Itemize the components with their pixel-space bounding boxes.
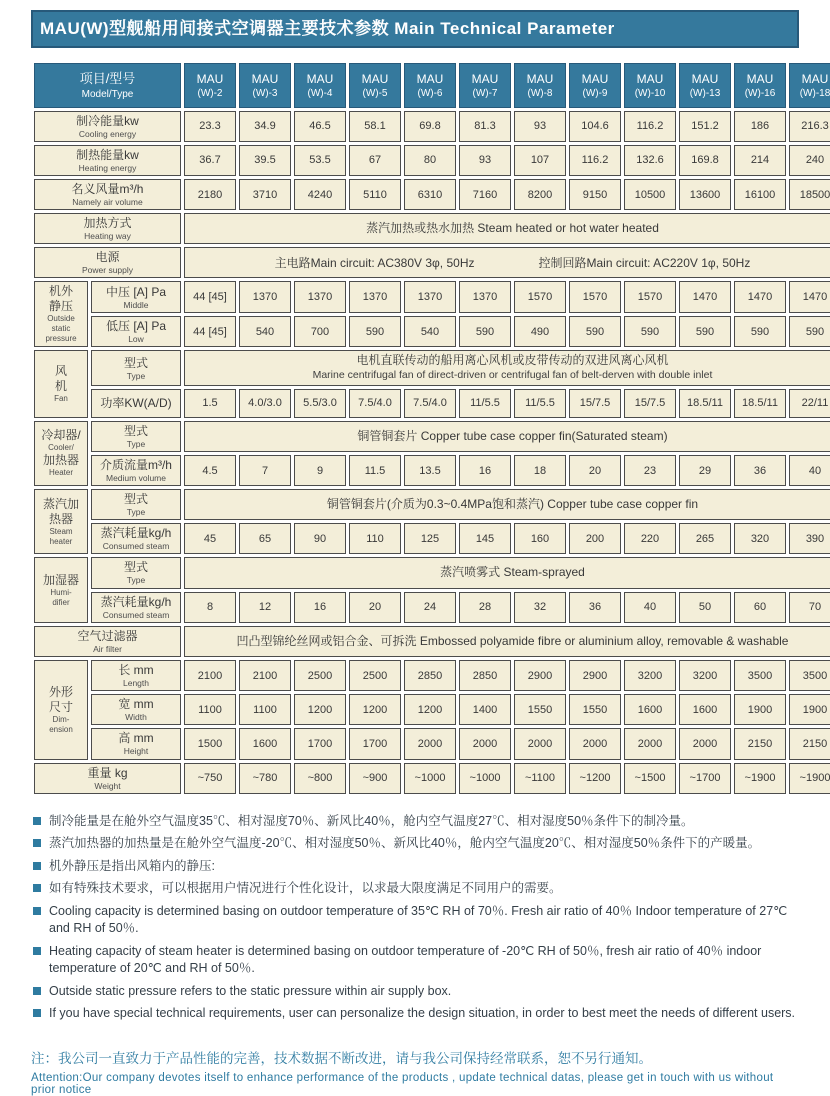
note-text: Outside static pressure refers to the static pressure within air supply box. <box>49 983 452 998</box>
value-cell: 11/5.5 <box>459 389 511 418</box>
value-cell: 69.8 <box>404 111 456 142</box>
merged-cell: 蒸汽喷雾式 Steam-sprayed <box>184 557 830 588</box>
merged-cell: 蒸汽加热或热水加热 Steam heated or hot water heated <box>184 213 830 244</box>
note-item <box>33 903 797 938</box>
value-cell: 53.5 <box>294 145 346 176</box>
note-text: If you have special technical requirements, user can personalize the design situation, in order to best meet the needs of different users. <box>49 1006 796 1021</box>
model-header: MAU (W)-5 <box>349 63 401 108</box>
value-cell: 67 <box>349 145 401 176</box>
value-cell: 70 <box>789 592 830 623</box>
value-cell: 13.5 <box>404 455 456 486</box>
value-cell: 40 <box>789 455 830 486</box>
note-bullet-icon <box>33 862 41 870</box>
value-cell: 2900 <box>569 660 621 691</box>
value-cell: 46.5 <box>294 111 346 142</box>
value-cell: 50 <box>679 592 731 623</box>
value-cell: 2500 <box>294 660 346 691</box>
group-label: 蒸汽加 热器 Steam heater <box>34 489 88 554</box>
value-cell: 1600 <box>624 694 676 725</box>
value-cell: 7.5/4.0 <box>404 389 456 418</box>
value-cell: 81.3 <box>459 111 511 142</box>
value-cell: 11/5.5 <box>514 389 566 418</box>
page-title: MAU(W)型舰船用间接式空调器主要技术参数 Main Technical Parameter <box>31 10 799 48</box>
model-header: MAU (W)-18 <box>789 63 830 108</box>
table-row <box>34 145 830 176</box>
value-cell: 2000 <box>459 728 511 759</box>
row-label: 长 mm Length <box>91 660 181 691</box>
table-row <box>34 557 830 588</box>
note-text: Heating capacity of steam heater is determined basing on outdoor temperature of -20℃ RH of 50％, fresh air ratio of 40％ indoor temperature of 20℃ and RH of 50％. <box>49 943 762 976</box>
value-cell: 1200 <box>404 694 456 725</box>
model-header: MAU (W)-2 <box>184 63 236 108</box>
value-cell: 36.7 <box>184 145 236 176</box>
value-cell: ~1000 <box>459 763 511 794</box>
value-cell: 220 <box>624 523 676 554</box>
row-label: 蒸汽耗量kg/h Consumed steam <box>91 523 181 554</box>
group-label: 外形 尺寸 Dim- ension <box>34 660 88 760</box>
value-cell: 45 <box>184 523 236 554</box>
value-cell: 3500 <box>734 660 786 691</box>
value-cell: 36 <box>569 592 621 623</box>
group-label: 机外 静压 Outside static pressure <box>34 281 88 347</box>
row-label: 制冷能量kw Cooling energy <box>34 111 181 142</box>
row-label: 重量 kg Weight <box>34 763 181 794</box>
value-cell: 2150 <box>789 728 830 759</box>
value-cell: 18 <box>514 455 566 486</box>
value-cell: 2500 <box>349 660 401 691</box>
footer-note <box>31 1047 799 1096</box>
table-row <box>34 592 830 623</box>
value-cell: 590 <box>569 316 621 348</box>
value-cell: 1570 <box>624 281 676 313</box>
value-cell: 1100 <box>184 694 236 725</box>
note-item <box>33 858 797 876</box>
value-cell: 169.8 <box>679 145 731 176</box>
value-cell: 20 <box>569 455 621 486</box>
value-cell: ~1700 <box>679 763 731 794</box>
value-cell: 44 [45] <box>184 316 236 348</box>
value-cell: 1470 <box>734 281 786 313</box>
value-cell: 4.5 <box>184 455 236 486</box>
table-row <box>34 111 830 142</box>
row-label: 空气过滤器 Air filter <box>34 626 181 657</box>
value-cell: 1200 <box>349 694 401 725</box>
value-cell: 20 <box>349 592 401 623</box>
note-item <box>33 1005 797 1023</box>
table-row <box>34 523 830 554</box>
value-cell: 320 <box>734 523 786 554</box>
row-label: 型式 Type <box>91 489 181 520</box>
value-cell: 15/7.5 <box>569 389 621 418</box>
table-row <box>34 455 830 486</box>
note-bullet-icon <box>33 884 41 892</box>
row-label: 型式 Type <box>91 557 181 588</box>
value-cell: 2150 <box>734 728 786 759</box>
value-cell: 12 <box>239 592 291 623</box>
value-cell: 1600 <box>679 694 731 725</box>
notes-list <box>33 813 797 1023</box>
value-cell: 3710 <box>239 179 291 210</box>
value-cell: 132.6 <box>624 145 676 176</box>
note-item <box>33 813 797 831</box>
value-cell: 1.5 <box>184 389 236 418</box>
note-item <box>33 983 797 1001</box>
value-cell: 1570 <box>569 281 621 313</box>
value-cell: 4240 <box>294 179 346 210</box>
note-text: 如有特殊技术要求，可以根据用户情况进行个性化设计，以求最大限度满足不同用户的需要。 <box>49 881 562 896</box>
value-cell: ~750 <box>184 763 236 794</box>
value-cell: 590 <box>679 316 731 348</box>
value-cell: 125 <box>404 523 456 554</box>
model-header: MAU (W)-9 <box>569 63 621 108</box>
group-label: 加湿器 Humi- difier <box>34 557 88 622</box>
value-cell: 18.5/11 <box>679 389 731 418</box>
value-cell: ~1900 <box>789 763 830 794</box>
value-cell: 22/11 <box>789 389 830 418</box>
value-cell: 13600 <box>679 179 731 210</box>
value-cell: 23 <box>624 455 676 486</box>
value-cell: 1370 <box>239 281 291 313</box>
value-cell: 2180 <box>184 179 236 210</box>
value-cell: 16100 <box>734 179 786 210</box>
model-header: MAU (W)-8 <box>514 63 566 108</box>
group-label: 风 机 Fan <box>34 350 88 417</box>
value-cell: 93 <box>459 145 511 176</box>
power-supply-cell: 主电路Main circuit: AC380V 3φ, 50Hz 控制回路Main circuit: AC220V 1φ, 50Hz <box>184 247 830 278</box>
value-cell: 2000 <box>514 728 566 759</box>
table-row <box>34 421 830 452</box>
value-cell: 1700 <box>294 728 346 759</box>
note-bullet-icon <box>33 907 41 915</box>
model-header: MAU (W)-16 <box>734 63 786 108</box>
value-cell: 2900 <box>514 660 566 691</box>
value-cell: 8 <box>184 592 236 623</box>
value-cell: 40 <box>624 592 676 623</box>
value-cell: 1550 <box>569 694 621 725</box>
model-header: MAU (W)-3 <box>239 63 291 108</box>
value-cell: 240 <box>789 145 830 176</box>
table-row <box>34 316 830 348</box>
value-cell: 116.2 <box>624 111 676 142</box>
value-cell: 2850 <box>459 660 511 691</box>
value-cell: 1700 <box>349 728 401 759</box>
value-cell: 1470 <box>679 281 731 313</box>
value-cell: 590 <box>624 316 676 348</box>
value-cell: 110 <box>349 523 401 554</box>
table-row <box>34 350 830 385</box>
table-row <box>34 626 830 657</box>
value-cell: 590 <box>349 316 401 348</box>
value-cell: 24 <box>404 592 456 623</box>
row-label: 中压 [A] Pa Middle <box>91 281 181 313</box>
value-cell: 6310 <box>404 179 456 210</box>
value-cell: 80 <box>404 145 456 176</box>
value-cell: ~900 <box>349 763 401 794</box>
value-cell: 214 <box>734 145 786 176</box>
group-label: 冷却器/ Cooler/ 加热器 Heater <box>34 421 88 486</box>
value-cell: 16 <box>459 455 511 486</box>
model-header: MAU (W)-10 <box>624 63 676 108</box>
value-cell: 1900 <box>789 694 830 725</box>
model-header: MAU (W)-13 <box>679 63 731 108</box>
merged-cell: 铜管铜套片(介质为0.3~0.4MPa饱和蒸汽) Copper tube case copper fin <box>184 489 830 520</box>
value-cell: 1400 <box>459 694 511 725</box>
value-cell: 44 [45] <box>184 281 236 313</box>
value-cell: 160 <box>514 523 566 554</box>
row-label: 加热方式 Heating way <box>34 213 181 244</box>
value-cell: 216.3 <box>789 111 830 142</box>
row-label: 制热能量kw Heating energy <box>34 145 181 176</box>
value-cell: 1470 <box>789 281 830 313</box>
value-cell: 90 <box>294 523 346 554</box>
row-label: 蒸汽耗量kg/h Consumed steam <box>91 592 181 623</box>
row-label: 低压 [A] Pa Low <box>91 316 181 348</box>
value-cell: 2850 <box>404 660 456 691</box>
value-cell: 18.5/11 <box>734 389 786 418</box>
value-cell: 2100 <box>239 660 291 691</box>
value-cell: 7160 <box>459 179 511 210</box>
table-row <box>34 213 830 244</box>
value-cell: 540 <box>404 316 456 348</box>
note-bullet-icon <box>33 947 41 955</box>
value-cell: 1200 <box>294 694 346 725</box>
value-cell: 36 <box>734 455 786 486</box>
note-text: 机外静压是指出风箱内的静压: <box>49 858 215 873</box>
row-label: 功率KW(A/D) <box>91 389 181 418</box>
note-bullet-icon <box>33 987 41 995</box>
value-cell: ~1900 <box>734 763 786 794</box>
value-cell: 4.0/3.0 <box>239 389 291 418</box>
value-cell: 151.2 <box>679 111 731 142</box>
model-header: MAU (W)-6 <box>404 63 456 108</box>
value-cell: 145 <box>459 523 511 554</box>
footer-note-en: Attention:Our company devotes itself to enhance performance of the products , update technical datas, please get in touch with us without prior notice <box>31 1071 774 1096</box>
value-cell: 18500 <box>789 179 830 210</box>
value-cell: 23.3 <box>184 111 236 142</box>
note-bullet-icon <box>33 1009 41 1017</box>
row-label: 型式 Type <box>91 421 181 452</box>
table-row <box>34 247 830 278</box>
note-item <box>33 943 797 978</box>
value-cell: 15/7.5 <box>624 389 676 418</box>
value-cell: 1370 <box>294 281 346 313</box>
value-cell: 11.5 <box>349 455 401 486</box>
merged-cell: 电机直联传动的船用离心风机或皮带传动的双进风离心风机 Marine centrifugal fan of direct-driven or centrifugal fan of belt-derven with double inlet <box>184 350 830 385</box>
value-cell: 60 <box>734 592 786 623</box>
value-cell: 2000 <box>404 728 456 759</box>
table-row <box>34 179 830 210</box>
value-cell: 1100 <box>239 694 291 725</box>
value-cell: 16 <box>294 592 346 623</box>
value-cell: 700 <box>294 316 346 348</box>
note-text: 制冷能量是在舱外空气温度35℃、相对湿度70％、新风比40％，舱内空气温度27℃、相对湿度50％条件下的制冷量。 <box>49 813 694 828</box>
value-cell: 1600 <box>239 728 291 759</box>
table-row <box>34 489 830 520</box>
value-cell: 93 <box>514 111 566 142</box>
value-cell: 34.9 <box>239 111 291 142</box>
value-cell: 5110 <box>349 179 401 210</box>
note-bullet-icon <box>33 839 41 847</box>
note-text: Cooling capacity is determined basing on outdoor temperature of 35℃ RH of 70％. Fresh air ratio of 40％ Indoor temperature of 27℃ and RH of 50％. <box>49 903 788 936</box>
value-cell: 3200 <box>624 660 676 691</box>
value-cell: 1550 <box>514 694 566 725</box>
merged-cell: 铜管铜套片 Copper tube case copper fin(Saturated steam) <box>184 421 830 452</box>
value-cell: 1370 <box>404 281 456 313</box>
value-cell: 2000 <box>679 728 731 759</box>
value-cell: 9150 <box>569 179 621 210</box>
table-row <box>34 694 830 725</box>
value-cell: 1900 <box>734 694 786 725</box>
value-cell: 8200 <box>514 179 566 210</box>
value-cell: ~800 <box>294 763 346 794</box>
value-cell: 3200 <box>679 660 731 691</box>
value-cell: 200 <box>569 523 621 554</box>
spec-table <box>31 60 830 797</box>
value-cell: 1500 <box>184 728 236 759</box>
row-label: 宽 mm Width <box>91 694 181 725</box>
model-header: MAU (W)-4 <box>294 63 346 108</box>
value-cell: 58.1 <box>349 111 401 142</box>
value-cell: 590 <box>734 316 786 348</box>
table-row <box>34 389 830 418</box>
table-row <box>34 728 830 759</box>
value-cell: 7.5/4.0 <box>349 389 401 418</box>
value-cell: 390 <box>789 523 830 554</box>
value-cell: ~1500 <box>624 763 676 794</box>
value-cell: 2000 <box>569 728 621 759</box>
value-cell: 540 <box>239 316 291 348</box>
value-cell: 10500 <box>624 179 676 210</box>
value-cell: 1370 <box>349 281 401 313</box>
note-text: 蒸汽加热器的加热量是在舱外空气温度-20℃、相对湿度50％、新风比40％，舱内空气温度20℃、相对湿度50％条件下的产暖量。 <box>49 836 761 851</box>
value-cell: 28 <box>459 592 511 623</box>
value-cell: 7 <box>239 455 291 486</box>
model-header: MAU (W)-7 <box>459 63 511 108</box>
value-cell: 104.6 <box>569 111 621 142</box>
value-cell: 590 <box>459 316 511 348</box>
value-cell: 186 <box>734 111 786 142</box>
note-item <box>33 835 797 853</box>
value-cell: 116.2 <box>569 145 621 176</box>
value-cell: 3500 <box>789 660 830 691</box>
value-cell: 9 <box>294 455 346 486</box>
value-cell: 2100 <box>184 660 236 691</box>
value-cell: 5.5/3.0 <box>294 389 346 418</box>
row-label: 电源 Power supply <box>34 247 181 278</box>
note-item <box>33 880 797 898</box>
note-bullet-icon <box>33 817 41 825</box>
value-cell: ~780 <box>239 763 291 794</box>
value-cell: 590 <box>789 316 830 348</box>
value-cell: 265 <box>679 523 731 554</box>
row-label: 高 mm Height <box>91 728 181 759</box>
model-type-header: 项目/型号 Model/Type <box>34 63 181 108</box>
value-cell: 39.5 <box>239 145 291 176</box>
value-cell: 32 <box>514 592 566 623</box>
value-cell: 29 <box>679 455 731 486</box>
merged-cell: 凹凸型锦纶丝网或铝合金、可拆洗 Embossed polyamide fibre or aluminium alloy, removable & washable <box>184 626 830 657</box>
value-cell: 1370 <box>459 281 511 313</box>
value-cell: ~1000 <box>404 763 456 794</box>
value-cell: 1570 <box>514 281 566 313</box>
table-row <box>34 660 830 691</box>
value-cell: ~1200 <box>569 763 621 794</box>
value-cell: ~1100 <box>514 763 566 794</box>
value-cell: 2000 <box>624 728 676 759</box>
value-cell: 65 <box>239 523 291 554</box>
row-label: 型式 Type <box>91 350 181 385</box>
row-label: 介质流量m³/h Medium volume <box>91 455 181 486</box>
footer-note-zh: 注：我公司一直致力于产品性能的完善，技术数据不断改进，请与我公司保持经常联系，恕不另行通知。 <box>31 1050 652 1066</box>
table-row <box>34 763 830 794</box>
value-cell: 490 <box>514 316 566 348</box>
value-cell: 107 <box>514 145 566 176</box>
table-row <box>34 281 830 313</box>
row-label: 名义风量m³/h Namely air volume <box>34 179 181 210</box>
